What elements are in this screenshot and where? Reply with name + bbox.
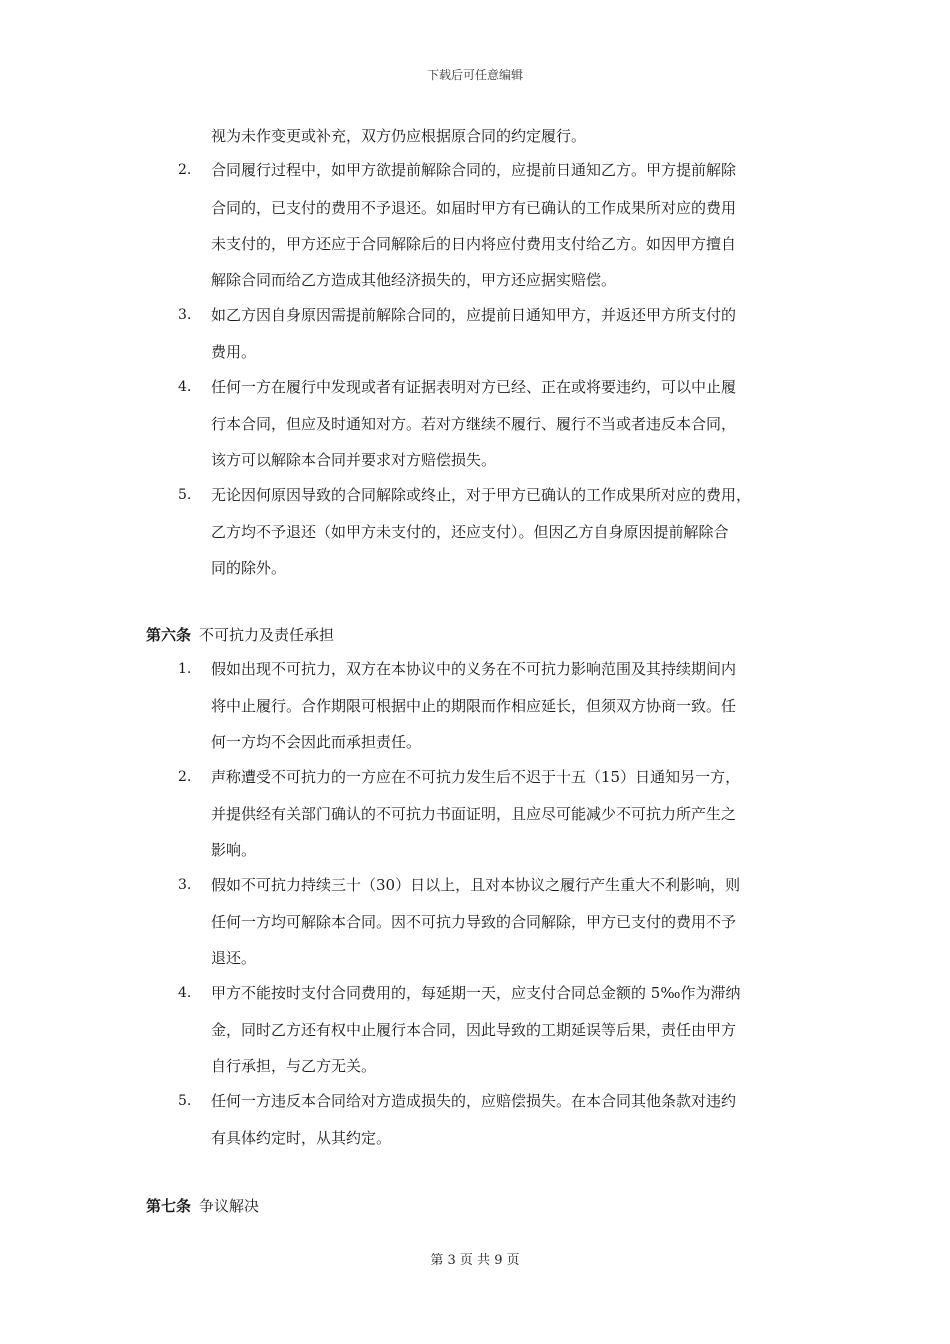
article-label: 第七条 (146, 1197, 192, 1215)
item-line: 该方可以解除本合同并要求对方赔偿损失。 (211, 451, 497, 469)
article-6-heading (146, 625, 334, 645)
item-number: 2. (178, 162, 192, 178)
item-line: 同的除外。 (211, 559, 287, 577)
article-7-heading (146, 1196, 259, 1216)
item-line: 如乙方因自身原因需提前解除合同的，应提前日通知甲方，并返还甲方所支付的 (211, 306, 737, 324)
item-line: 影响。 (211, 841, 257, 859)
item-line: 声称遭受不可抗力的一方应在不可抗力发生后不迟于十五（15）日通知另一方， (211, 768, 741, 786)
item-line: 假如不可抗力持续三十（30）日以上，且对本协议之履行产生重大不利影响，则 (211, 876, 741, 894)
item-number: 4. (178, 379, 192, 395)
item-number: 5. (178, 1093, 192, 1109)
item-line: 乙方均不予退还（如甲方未支付的，还应支付）。但因乙方自身原因提前解除合 (211, 523, 729, 541)
page-footer: 第 3 页 共 9 页 (430, 1253, 520, 1268)
item-line: 自行承担，与乙方无关。 (211, 1057, 377, 1075)
item-line: 任何一方违反本合同给对方造成损失的，应赔偿损失。在本合同其他条款对违约 (211, 1092, 737, 1110)
item-line: 有具体约定时，从其约定。 (211, 1129, 392, 1147)
item-line: 任何一方在履行中发现或者有证据表明对方已经、正在或将要违约，可以中止履 (211, 378, 737, 396)
item-line: 解除合同而给乙方造成其他经济损失的，甲方还应据实赔偿。 (211, 271, 617, 289)
item-line: 合同的，已支付的费用不予退还。如届时甲方有已确认的工作成果所对应的费用 (211, 199, 737, 217)
item-line: 金，同时乙方还有权中止履行本合同，因此导致的工期延误等后果，责任由甲方 (211, 1021, 737, 1039)
item-line: 无论因何原因导致的合同解除或终止，对于甲方已确认的工作成果所对应的费用， (211, 486, 752, 504)
item-number: 3. (178, 307, 192, 323)
article-label: 第六条 (146, 626, 192, 644)
item-number: 2. (178, 769, 192, 785)
item-line: 何一方均不会因此而承担责任。 (211, 733, 422, 751)
item-number: 3. (178, 877, 192, 893)
item-number: 5. (178, 487, 192, 503)
item-line: 退还。 (211, 949, 257, 967)
item-line: 并提供经有关部门确认的不可抗力书面证明，且应尽可能减少不可抗力所产生之 (211, 805, 737, 823)
article-title: 不可抗力及责任承担 (199, 626, 335, 644)
item-number: 1. (178, 661, 192, 677)
page-header: 下载后可任意编辑 (426, 68, 523, 82)
item-line: 任何一方均可解除本合同。因不可抗力导致的合同解除，甲方已支付的费用不予 (211, 913, 737, 931)
item-number: 4. (178, 985, 192, 1001)
item-line: 假如出现不可抗力，双方在本协议中的义务在不可抗力影响范围及其持续期间内 (211, 660, 737, 678)
item-line: 行本合同，但应及时通知对方。若对方继续不履行、履行不当或者违反本合同， (211, 415, 737, 433)
item-line: 费用。 (211, 343, 257, 361)
item-line: 合同履行过程中，如甲方欲提前解除合同的，应提前日通知乙方。甲方提前解除 (211, 161, 737, 179)
continuation-line: 视为未作变更或补充，双方仍应根据原合同的约定履行。 (211, 127, 587, 145)
item-line: 甲方不能按时支付合同费用的，每延期一天，应支付合同总金额的 5‰作为滞纳 (211, 984, 741, 1002)
article-title: 争议解决 (199, 1197, 260, 1215)
item-line: 未支付的，甲方还应于合同解除后的日内将应付费用支付给乙方。如因甲方擅自 (211, 235, 737, 253)
item-line: 将中止履行。合作期限可根据中止的期限而作相应延长，但须双方协商一致。任 (211, 697, 737, 715)
